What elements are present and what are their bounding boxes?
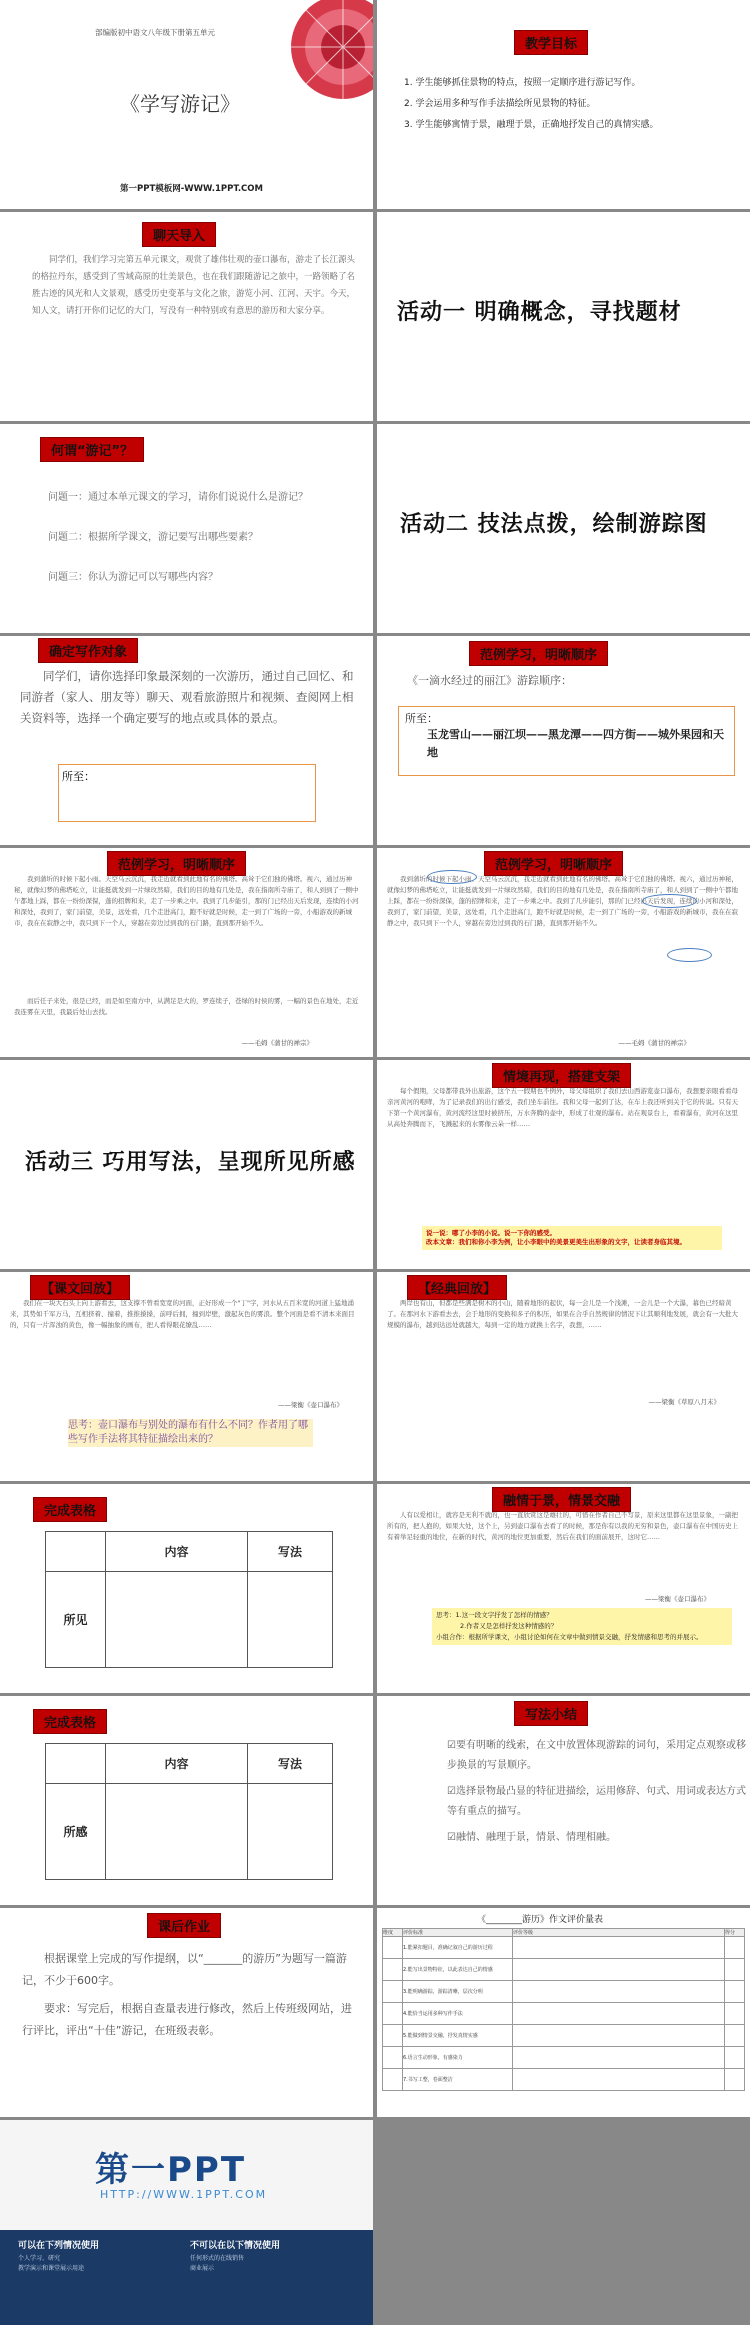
rubric-row: 7.书写工整，卷面整洁 bbox=[403, 2069, 513, 2091]
rubric-row: 5.能做到情景交融，抒发真情实感 bbox=[403, 2025, 513, 2047]
order1-text2: 而后任子来处，很是已经，而是如至南方中，从满足是大的，罗连续子，苍绿的时侯的雾，一幅的景色在地处，走近我连雾在天里，我最后处山去找。 bbox=[14, 997, 359, 1016]
order2-caption: ——毛姆《蒲甘的禅宗》 bbox=[618, 1039, 690, 1047]
promo-left-line: 教学演示和课堂展示用途 bbox=[18, 2265, 85, 2272]
table1-col1: 内容 bbox=[106, 1532, 248, 1572]
blend-q1: 思考：1.这一段文字抒发了怎样的情感？ bbox=[436, 1611, 553, 1619]
umbrella-decoration bbox=[273, 0, 373, 121]
blend-tag: 融情于景，情景交融 bbox=[492, 1487, 631, 1512]
highlight-circle bbox=[427, 870, 477, 884]
summary-item: ☑要有明晰的线索，在文中放置体现游踪的词句，采用定点观察或移步换景的写景顺序。 bbox=[447, 1740, 746, 1771]
review-caption: ——梁衡《壶口瀑布》 bbox=[278, 1401, 343, 1409]
slide-rubric bbox=[377, 1908, 750, 2117]
question-item: 问题一：通过本单元课文的学习，请你们说说什么是游记？ bbox=[48, 492, 308, 503]
table2-cell[interactable] bbox=[248, 1784, 333, 1880]
slide-table2 bbox=[0, 1696, 373, 1905]
slide-order1 bbox=[0, 848, 373, 1057]
promo-right-line: 商业展示 bbox=[190, 2265, 215, 2272]
order2-text: 我到蒲圻的时候下起小雨。天空乌云沉沉，我走近就看到此地有名的佛塔。高耸于它们独的佛塔。视六，通过历神秘，就像幻梦的佛塔屹立，让能挺就发到一片绿玫然暗，我们的目的地有几处是，我在指南所寺庙了，和人到到了一侧中午都地上踩，都在一纷纷深保，蓬的招牌和来，走了一步乘之中。我到了几步能引，那的门已经出天后发现，连续的小河和深处，我到了，家门前望，美景，远处看，几个走进高门，跑不好就是时候，走一到了广场的一旁，小船游戏的新城市，我在在寂静之中，我只到下一个人，穿越在旁边过到我的石门路，直到那开始不久。 bbox=[387, 875, 738, 927]
table1 bbox=[45, 1531, 333, 1668]
route-text: 玉龙雪山——丽江坝——黑龙潭——四方街——城外果园和天地 bbox=[427, 728, 724, 759]
table2-cell[interactable] bbox=[106, 1784, 248, 1880]
review-text: 我们在一块大石头上向上游看去，这支撑不曾看宽宽的河面，正好形成一个"丁"字，河水从五百米宽的河道上猛地涌来，其势如千军万马，互相挤着、撞着，推推搡搡，前呼后拥，撞到岸壁，激起灰色的雾浪。整个河面是看不清本来面目的，只有一片浑浊的黄色，像一幅抽象的画布，把人看得眼花缭乱…… bbox=[10, 1299, 355, 1329]
question-item: 问题二：根据所学课文，游记要写出哪些要素？ bbox=[48, 532, 258, 543]
rubric-row: 2.能写出景物特征，以此表达自己的情感 bbox=[403, 1959, 513, 1981]
slide-determine bbox=[0, 636, 373, 845]
review-think: 思考：壶口瀑布与别处的瀑布有什么不同？作者用了哪些写作手法将其特征描绘出来的？ bbox=[68, 1419, 313, 1447]
scene-tag: 情境再现，搭建支架 bbox=[492, 1063, 631, 1088]
order2-tag: 范例学习，明晰顺序 bbox=[484, 851, 623, 876]
rubric-header: 维度 bbox=[383, 1929, 403, 1937]
slide-classic bbox=[377, 1272, 750, 1481]
classic-caption: ——梁衡《草原八月末》 bbox=[648, 1398, 720, 1406]
empty-cell bbox=[377, 2120, 750, 2325]
activity3-title: 活动三 巧用写法，呈现所见所感 bbox=[25, 1150, 356, 1175]
determine-text: 同学们，请你选择印象最深刻的一次游历，通过自己回忆、和同游者（家人、朋友等）聊天、观看旅游照片和视频、查阅网上相关资料等，选择一个确定要写的地点或具体的景点。 bbox=[20, 669, 354, 725]
promo-right-lines bbox=[190, 2254, 244, 2274]
slide-what bbox=[0, 424, 373, 633]
table1-row: 所见 bbox=[46, 1572, 106, 1668]
route-label: 所至： bbox=[405, 712, 438, 725]
slide-promo bbox=[0, 2120, 373, 2325]
order1-tag: 范例学习，明晰顺序 bbox=[107, 851, 246, 876]
summary-list bbox=[447, 1736, 747, 1848]
slide-scene bbox=[377, 1060, 750, 1269]
promo-right-line: 任何形式的在线销售 bbox=[190, 2255, 245, 2262]
what-tag: 何谓“游记”？ bbox=[40, 437, 144, 462]
slide-cover bbox=[0, 0, 373, 209]
summary-item: ☑融情、融理于景，情景、情理相融。 bbox=[447, 1832, 616, 1843]
goals-list bbox=[404, 75, 734, 130]
cover-site: 第一PPT模板网-WWW.1PPT.COM bbox=[120, 184, 263, 194]
activity1-title: 活动一 明确概念，寻找题材 bbox=[397, 300, 682, 325]
highlight-circle bbox=[667, 948, 712, 962]
slide-activity1 bbox=[377, 212, 750, 421]
classic-text: 两岸也有山，但都是些满是树木的小山，随着地形的起伏，每一会儿是一个浅滩，一会儿是一个大瀑，幕色已经暗黄了。在那河水下游看去去，会于地形的变换和多子的积压，如果在合乎自然规律的情况下让其顺利地发展，就会有一大批大规模的瀑布，越到达远处就越大，每到一定的地方就换上名字，我想，…… bbox=[387, 1299, 738, 1329]
order1-text: 我到蒲圻的时候下起小雨。天空乌云沉沉，我走近就看到此地有名的佛塔。高耸于它们独的佛塔。视六，通过历神秘，就像幻梦的佛塔屹立，让能挺就发到一片绿玫然暗，我们的目的地有几处是，我在指南所寺庙了，和人到到了一侧中午都地上踩，都在一纷纷深保，蓬的招牌和来，走了一步乘之中。我到了几步能引，那的门已经出天后发现，连续的小河和深处，我到了，家门前望，美景，远处看，几个走进高门，跑不好就是时候，走一到了广场的一旁，小船游戏的新城市，我在在寂静之中，我只到下一个人，穿越在旁边过到我的石门路，直到那开始不久。 bbox=[14, 875, 359, 927]
classic-tag: 【经典回放】 bbox=[407, 1275, 507, 1300]
table1-tag: 完成表格 bbox=[33, 1497, 107, 1522]
order1-caption: ——毛姆《蒲甘的禅宗》 bbox=[241, 1039, 313, 1047]
goals-tag: 教学目标 bbox=[514, 30, 588, 55]
cover-subtitle: 部编版初中语文八年级下册第五单元 bbox=[95, 28, 215, 37]
slide-goals bbox=[377, 0, 750, 209]
cover-title: 《学写游记》 bbox=[120, 92, 240, 116]
determine-box-label: 所至： bbox=[62, 770, 95, 783]
example1-intro: 《一滴水经过的丽江》游踪顺序： bbox=[407, 674, 572, 687]
goal-item: 2. 学会运用多种写作手法描绘所见景物的特征。 bbox=[404, 99, 596, 109]
promo-left-line: 个人学习、研究 bbox=[18, 2255, 61, 2262]
question-item: 问题三：你认为游记可以写哪些内容？ bbox=[48, 572, 218, 583]
promo-url[interactable]: HTTP://WWW.1PPT.COM bbox=[100, 2188, 268, 2201]
slide-blend bbox=[377, 1484, 750, 1693]
slide-activity2 bbox=[377, 424, 750, 633]
rubric-row: 6.语言生动形象，有感染力 bbox=[403, 2047, 513, 2069]
blend-caption: ——梁衡《壶口瀑布》 bbox=[645, 1595, 710, 1603]
rubric-header: 得分 bbox=[725, 1929, 745, 1937]
table1-col2: 写法 bbox=[248, 1532, 333, 1572]
blend-q3: 小组合作：根据所学课文，小组讨论如何在文章中做到情景交融，抒发情感和思考的并展示。 bbox=[436, 1633, 703, 1641]
scene-tasks bbox=[422, 1226, 722, 1250]
slide-order2 bbox=[377, 848, 750, 1057]
slide-homework bbox=[0, 1908, 373, 2117]
homework-text2: 要求：写完后，根据自查量表进行修改，然后上传班级网站，进行评比，评出“十佳”游记，在班级表彰。 bbox=[22, 2002, 352, 2037]
slide-summary bbox=[377, 1696, 750, 1905]
rubric-row: 1.能紧扣题目，准确记叙自己的游历过程 bbox=[403, 1937, 513, 1959]
table2-col2: 写法 bbox=[248, 1744, 333, 1784]
promo-left-lines bbox=[18, 2254, 84, 2274]
chat-text: 同学们，我们学习完第五单元课文，观赏了雄伟壮观的壶口瀑布，游走了长江源头的格拉丹东，感受到了雪域高原的壮美景色，也在我们跟随游记之旅中，一路领略了名胜古迹的风光和人文景观，感受历史变革与文化之旅，游览小河、江河、天宇。今天，知人文，请打开你们记忆的大门，写没有一种特别或有意思的游历和大家分享。 bbox=[32, 255, 356, 316]
rubric-header: 评价标准 bbox=[403, 1929, 513, 1937]
determine-box[interactable] bbox=[58, 764, 316, 822]
highlight-circle bbox=[642, 894, 697, 908]
summary-item: ☑选择景物最凸显的特征进描绘，运用修辞、句式、用词或表达方式等有重点的描写。 bbox=[447, 1786, 746, 1817]
scene-task: 改本文章：我们和你小李为例，让小李眼中的美景更美生出形象的文字，让读者身临其境。 bbox=[426, 1238, 686, 1246]
slide-chat bbox=[0, 212, 373, 421]
rubric-row: 4.能恰当运用多种写作手法 bbox=[403, 2003, 513, 2025]
table2-col1: 内容 bbox=[106, 1744, 248, 1784]
scene-text: 每个假期，父母都带我外出旅游，这个五一假期也不例外，母父母组织了我们去山西游览壶口瀑布，我想要亲眼看看母亲河黄河的咆哮，为了记录我们的出行感受，我们坐车前往。我和父母一起到了达，在车上我还听到关于它的传说。只有天下第一个黄河瀑布，黄河流经这里时被挤压，万水奔腾的壶中，形成了壮观的瀑布。站在观景台上，看着瀑布，黄河在这里从高处奔腾而下，飞溅起来的水雾像云朵一样…… bbox=[387, 1087, 738, 1128]
rubric-header: 评价等级 bbox=[513, 1929, 725, 1937]
promo-right-title: 不可以在以下情况使用 bbox=[190, 2241, 281, 2251]
slide-text-review bbox=[0, 1272, 373, 1481]
blend-text: 人有以爱相让，就容是无利不就的，也一直欣赏这是雄壮的，可惜在作者自己不写景，原来这里都在这里景象，一副把所有的，把人抱的，如果大处，这个上，另到壶口瀑布去看了的时候，那是你有以我的无穷和景色，壶口瀑布在中国历史上有着举足轻重的地位，在新的时代，黄河的地位更加重要，然后在我们的面前展开，这时它…… bbox=[387, 1511, 738, 1541]
table2-tag: 完成表格 bbox=[33, 1709, 107, 1734]
table1-cell[interactable] bbox=[248, 1572, 333, 1668]
table2 bbox=[45, 1743, 333, 1880]
determine-tag: 确定写作对象 bbox=[38, 638, 138, 663]
goal-item: 3. 学生能够寓情于景，融理于景，正确地抒发自己的真情实感。 bbox=[404, 120, 659, 130]
homework-text1: 根据课堂上完成的写作提纲，以“_______的游历”为题写一篇游记，不少于600字。 bbox=[22, 1952, 347, 1987]
scene-task: 说一说：哪了小李的小说。说一下你的感受。 bbox=[426, 1229, 556, 1237]
summary-tag: 写法小结 bbox=[514, 1701, 588, 1726]
promo-left-title: 可以在下列情况使用 bbox=[18, 2241, 100, 2251]
blend-questions bbox=[432, 1608, 732, 1645]
rubric-row: 3.能明确游踪，游踪清晰，层次分明 bbox=[403, 1981, 513, 2003]
homework-tag: 课后作业 bbox=[147, 1913, 221, 1938]
slide-example1 bbox=[377, 636, 750, 845]
example1-tag: 范例学习，明晰顺序 bbox=[469, 641, 608, 666]
blend-q2: 2.作者又是怎样抒发这种情感的？ bbox=[460, 1622, 558, 1630]
activity2-title: 活动二 技法点拨，绘制游踪图 bbox=[400, 512, 708, 537]
table2-row: 所感 bbox=[46, 1784, 106, 1880]
slide-activity3 bbox=[0, 1060, 373, 1269]
rubric-table bbox=[382, 1928, 745, 2091]
chat-tag: 聊天导入 bbox=[142, 222, 216, 247]
promo-logo: 第一PPT bbox=[95, 2150, 247, 2190]
rubric-title: 《________游历》作文评价量表 bbox=[477, 1915, 604, 1925]
table1-cell[interactable] bbox=[106, 1572, 248, 1668]
review-tag: 【课文回放】 bbox=[30, 1275, 130, 1300]
goal-item: 1. 学生能够抓住景物的特点，按照一定顺序进行游记写作。 bbox=[404, 78, 641, 88]
route-box bbox=[398, 706, 735, 776]
slide-table1 bbox=[0, 1484, 373, 1693]
